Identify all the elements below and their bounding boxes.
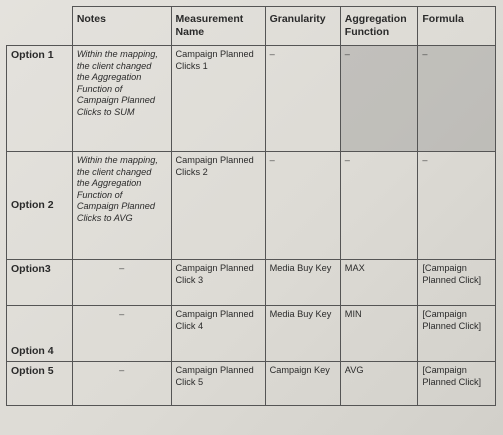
row-measurement-name: Campaign Planned Clicks 1	[171, 46, 265, 152]
row-formula: [Campaign Planned Click]	[418, 260, 496, 306]
table-row	[7, 46, 496, 152]
row-notes: Within the mapping, the client changed the Aggregation Function of Campaign Planned Clicks to SUM	[72, 46, 171, 152]
row-notes: –	[72, 362, 171, 406]
row-aggregation-function: MAX	[340, 260, 418, 306]
row-measurement-name: Campaign Planned Click 5	[171, 362, 265, 406]
row-granularity: –	[265, 152, 340, 260]
row-option-label: Option 4	[7, 306, 73, 362]
row-formula: –	[418, 152, 496, 260]
header-option-blank	[7, 7, 73, 46]
table-row	[7, 260, 496, 306]
row-option-label: Option 2	[7, 152, 73, 260]
row-aggregation-function: –	[340, 46, 418, 152]
row-aggregation-function: –	[340, 152, 418, 260]
row-option-label: Option3	[7, 260, 73, 306]
table-row	[7, 306, 496, 362]
row-formula: [Campaign Planned Click]	[418, 362, 496, 406]
row-granularity: Media Buy Key	[265, 306, 340, 362]
row-formula: –	[418, 46, 496, 152]
row-measurement-name: Campaign Planned Click 3	[171, 260, 265, 306]
row-option-label: Option 1	[7, 46, 73, 152]
row-measurement-name: Campaign Planned Clicks 2	[171, 152, 265, 260]
row-measurement-name: Campaign Planned Click 4	[171, 306, 265, 362]
row-option-label: Option 5	[7, 362, 73, 406]
options-table	[6, 6, 496, 406]
row-granularity: –	[265, 46, 340, 152]
header-formula: Formula	[418, 7, 496, 46]
row-notes: –	[72, 260, 171, 306]
row-notes: Within the mapping, the client changed the Aggregation Function of Campaign Planned Clicks to AVG	[72, 152, 171, 260]
row-granularity: Campaign Key	[265, 362, 340, 406]
row-formula: [Campaign Planned Click]	[418, 306, 496, 362]
header-granularity: Granularity	[265, 7, 340, 46]
row-granularity: Media Buy Key	[265, 260, 340, 306]
header-row	[7, 7, 496, 46]
table-row	[7, 362, 496, 406]
header-aggregation-function: Aggregation Function	[340, 7, 418, 46]
row-aggregation-function: AVG	[340, 362, 418, 406]
row-notes: –	[72, 306, 171, 362]
header-measurement-name: Measurement Name	[171, 7, 265, 46]
table-row	[7, 152, 496, 260]
row-aggregation-function: MIN	[340, 306, 418, 362]
header-notes: Notes	[72, 7, 171, 46]
